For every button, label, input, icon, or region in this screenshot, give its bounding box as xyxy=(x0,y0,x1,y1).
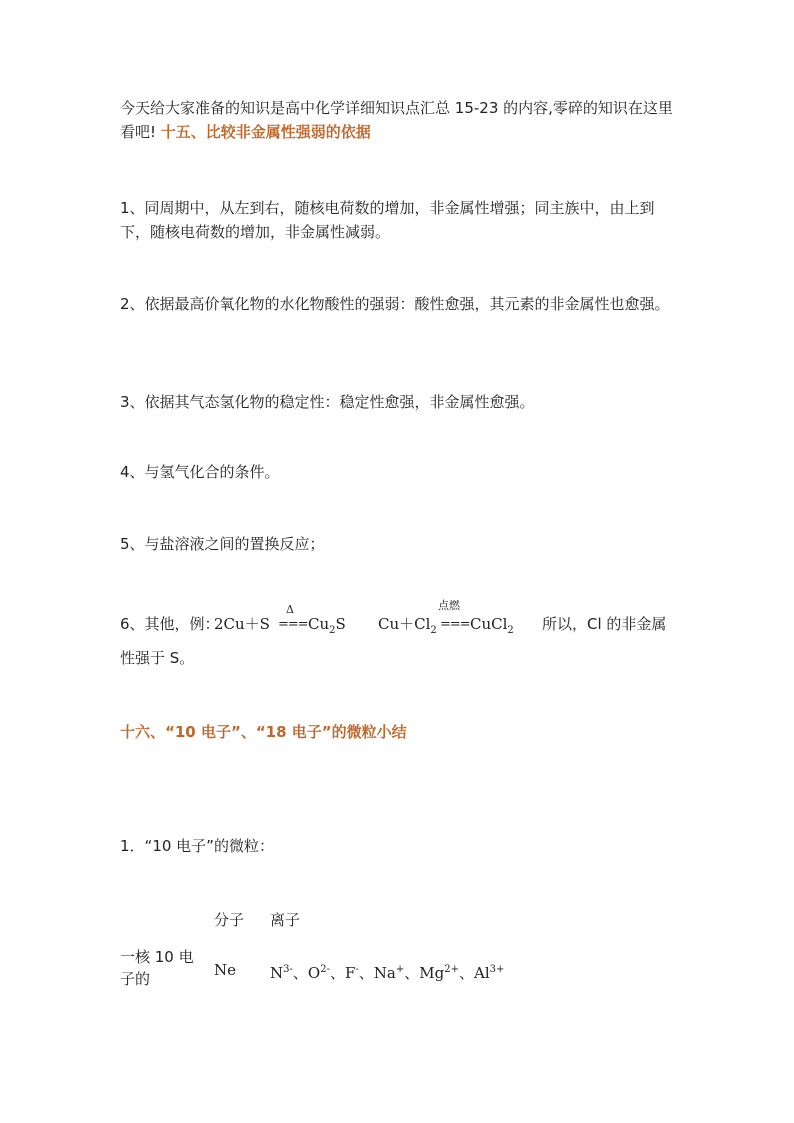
eq2-reactants: $Cu+Cl_2$ xyxy=(378,615,437,636)
item-3: 3、依据其气态氢化物的稳定性：稳定性愈强，非金属性愈强。 xyxy=(120,393,535,411)
row-label-one-nucleus: 一核 10 电子的 xyxy=(120,948,194,988)
item-4: 4、与氢气化合的条件。 xyxy=(120,463,280,481)
eq1-equals-sign: === xyxy=(278,617,308,632)
row1-molecule: Ne xyxy=(214,961,237,979)
ion-separator: 、 xyxy=(292,964,308,982)
ion-item: $Al^{3+}$ xyxy=(474,964,505,982)
item-6-line2: 性强于 S。 xyxy=(120,649,195,667)
item-2: 2、依据最高价氧化物的水化物酸性的强弱：酸性愈强，其元素的非金属性也愈强。 xyxy=(120,295,670,313)
intro-text: 今天给大家准备的知识是高中化学详细知识点汇总 15-23 的内容,零碎的知识在这里看吧! xyxy=(120,99,673,141)
ion-separator: 、 xyxy=(358,964,374,982)
item-5: 5、与盐溶液之间的置换反应； xyxy=(120,535,325,553)
ion-separator: 、 xyxy=(459,964,475,982)
eq2-ignite-condition: 点燃 xyxy=(438,599,460,612)
ion-item: F- xyxy=(344,964,359,982)
ion-item: $O^{2-}$ xyxy=(307,964,330,982)
row1-ions xyxy=(270,958,504,985)
ion-item: $Mg^{2+}$ xyxy=(419,964,459,982)
section-16-heading: 十六、“10 电子”、“18 电子”的微粒小结 xyxy=(120,723,407,741)
col-header-ion: 离子 xyxy=(270,911,301,929)
ion-item: $N^{3-}$ xyxy=(270,964,293,982)
ion-separator: 、 xyxy=(329,964,345,982)
item-6-tail: 所以，Cl 的非金属 xyxy=(542,615,667,633)
ion-item: Na+ xyxy=(373,964,405,982)
eq1-heat-condition: Δ xyxy=(286,603,294,616)
eq2-equals-sign: === xyxy=(440,617,470,632)
col-header-molecule: 分子 xyxy=(214,911,245,929)
item-1: 1、同周期中，从左到右，随核电荷数的增加，非金属性增强；同主族中，由上到下，随核电荷数的增加，非金属性减弱。 xyxy=(120,199,655,241)
item-6-prefix: 6、其他，例： xyxy=(120,615,220,633)
eq1-reactants: 2Cu＋S xyxy=(214,615,270,633)
section-15-heading: 十五、比较非金属性强弱的依据 xyxy=(160,123,371,141)
eq2-product: CuCl$_2$ xyxy=(470,615,514,636)
eq1-product: $Cu_2S$ xyxy=(308,615,346,636)
intro-paragraph xyxy=(120,96,680,144)
ion-separator: 、 xyxy=(404,964,420,982)
section-16-sub1: 1．“10 电子”的微粒： xyxy=(120,837,274,855)
